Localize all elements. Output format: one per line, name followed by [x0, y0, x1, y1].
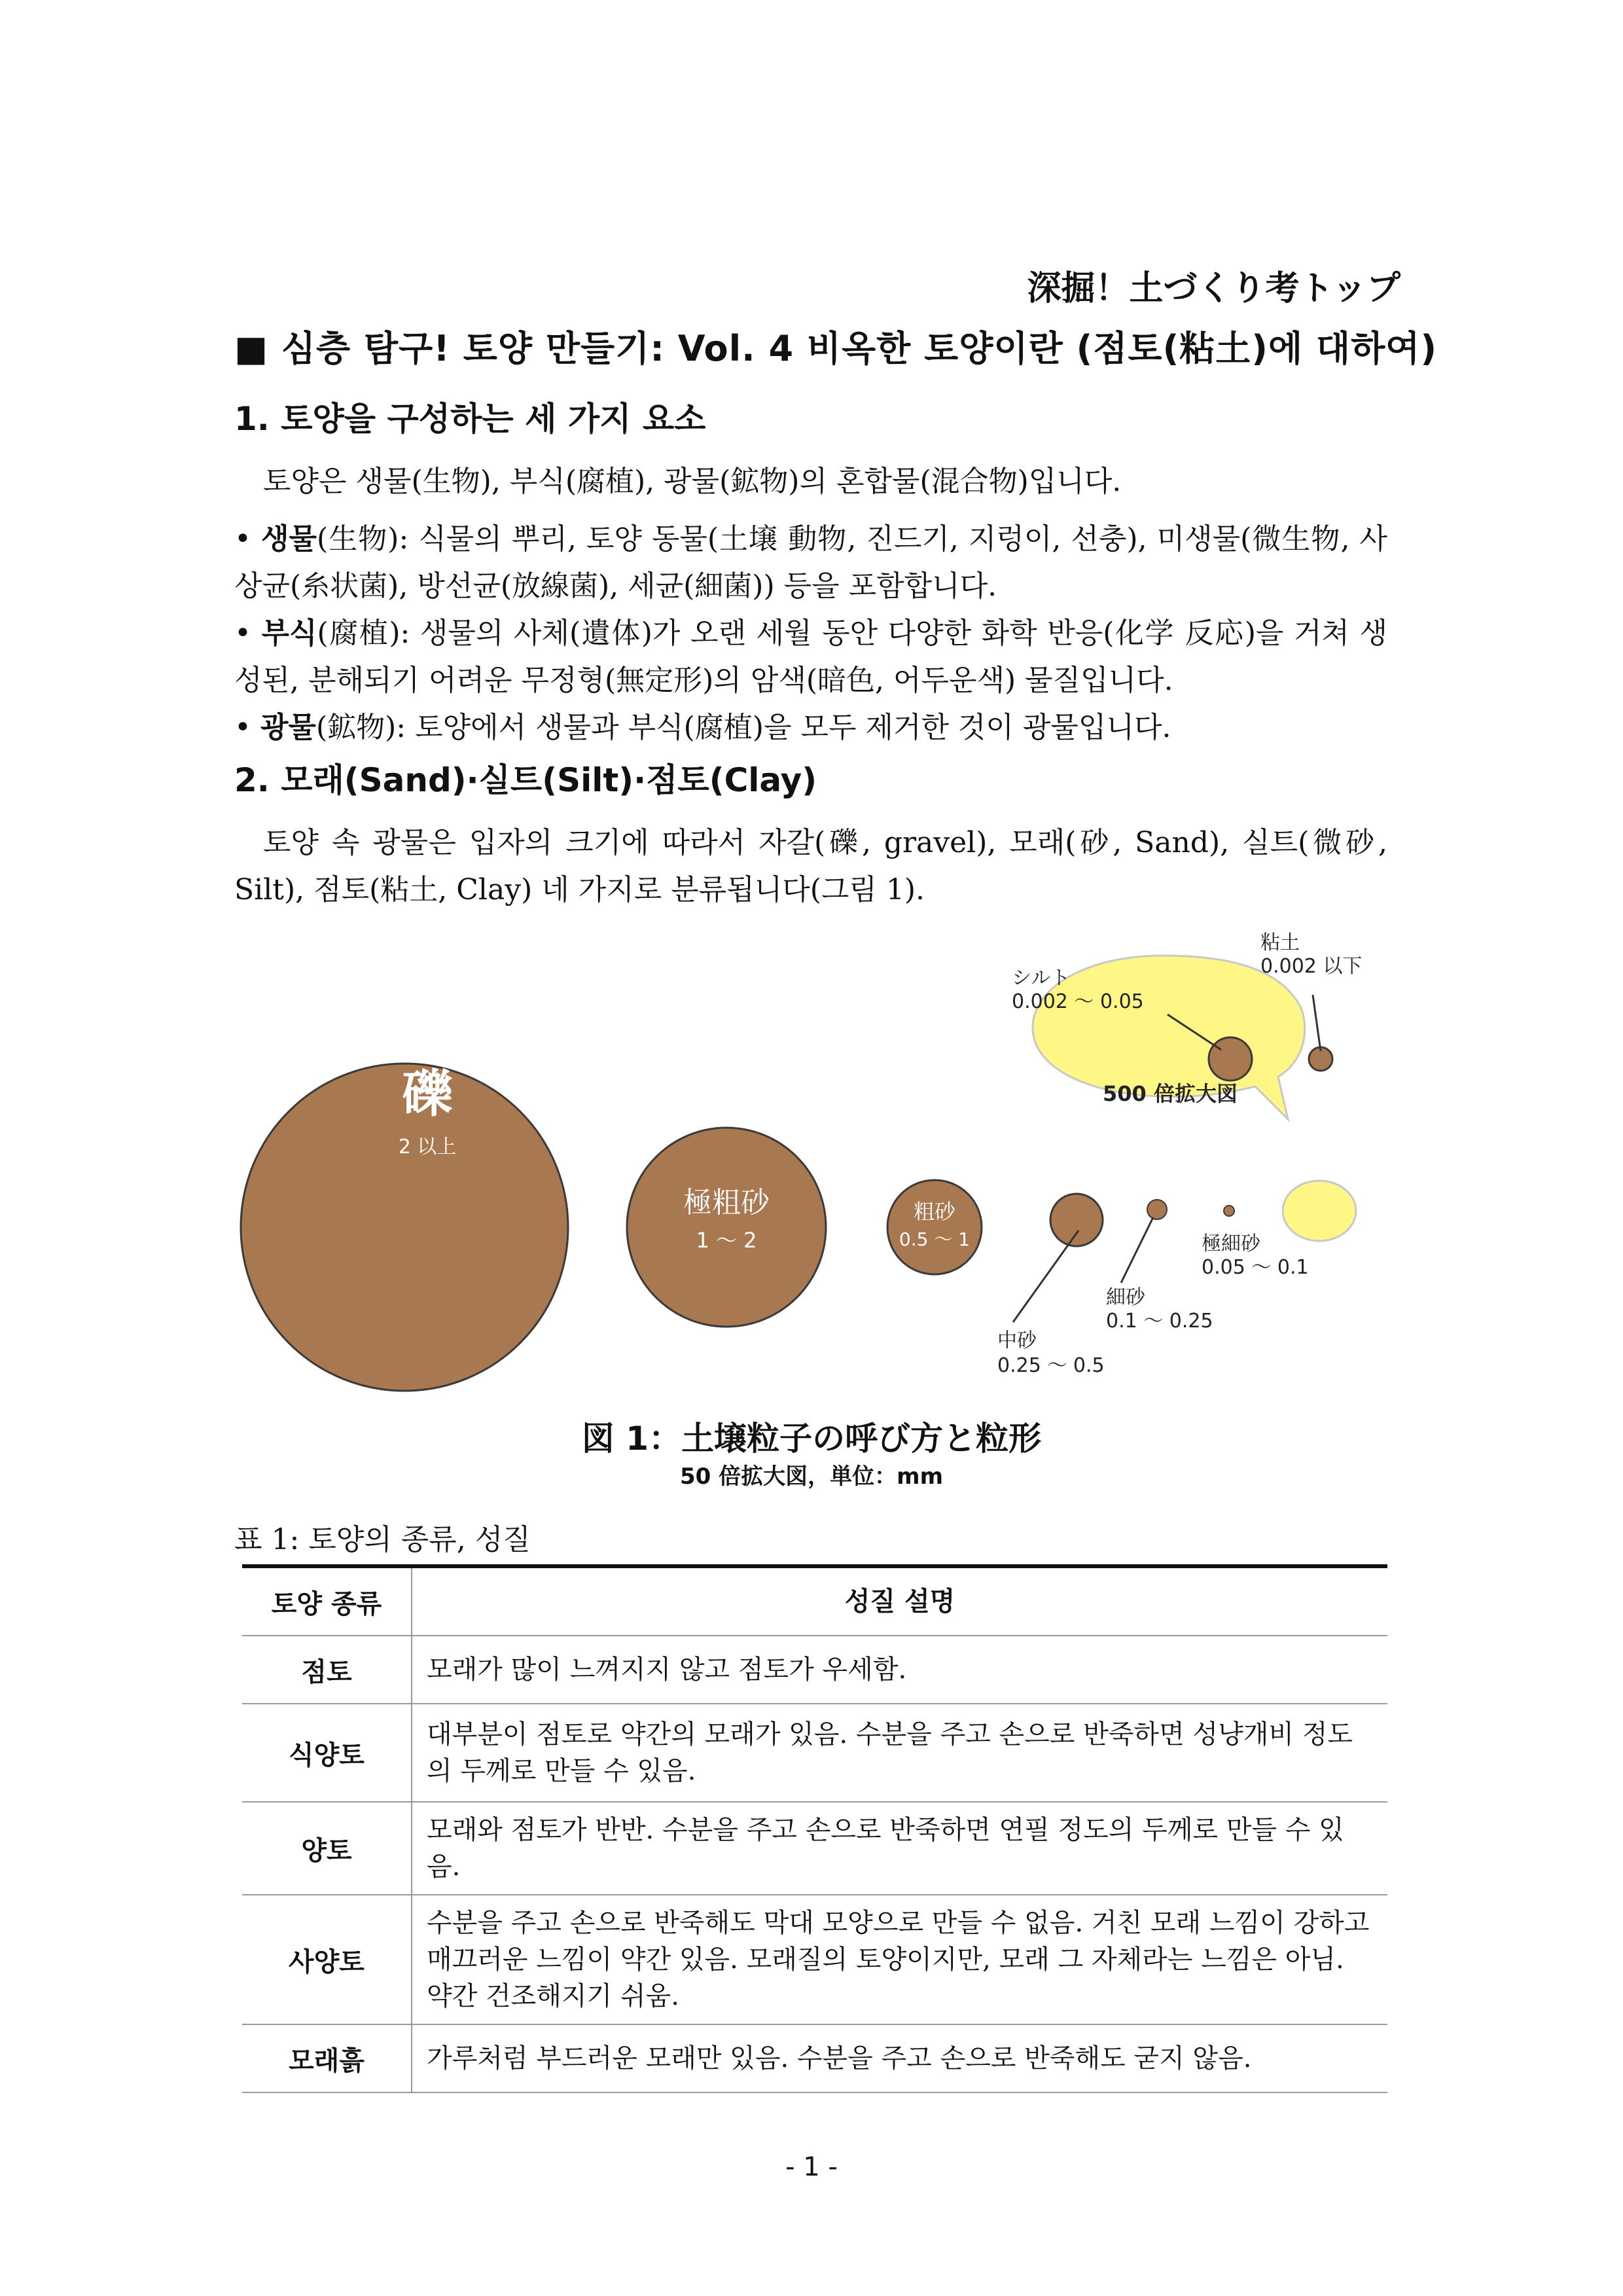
silt-size: 0.002 ～ 0.05	[1012, 990, 1144, 1013]
fine-sand-size: 0.1 ～ 0.25	[1106, 1310, 1213, 1333]
coarse-sand-size: 0.5 ～ 1	[899, 1229, 971, 1250]
bullet-text: (生物): 식물의 뿌리, 토양 동물(土壌 動物, 진드기, 지렁이, 선충), 미생물(微生物, 사상균(糸状菌), 방선균(放線菌), 세균(細菌)) 등을 포함합니다.	[234, 522, 1387, 603]
soil-type-cell: 양토	[242, 1802, 412, 1895]
section2-heading: 2. 모래(Sand)·실트(Silt)·점토(Clay)	[234, 761, 817, 799]
figure-caption: 図 1：土壌粒子の呼び方と粒形	[581, 1420, 1042, 1458]
medium-sand-particle	[1050, 1194, 1103, 1246]
section2-paragraph: 토양 속 광물은 입자의 크기에 따라서 자갈(礫, gravel), 모래(砂, Sand), 실트(微砂, Silt), 점토(粘土, Clay) 네 가지로 분류됩니다(그림 1).	[234, 826, 1387, 906]
silt-label: シルト	[1012, 967, 1071, 990]
table-row	[242, 1895, 1387, 2024]
particle-diagram	[234, 929, 1387, 1414]
gravel-size: 2 以上	[398, 1136, 457, 1158]
bullet-term: 생물	[260, 522, 317, 556]
fine-sand-leader-line	[1121, 1217, 1153, 1283]
table-row	[242, 1636, 1387, 1704]
section1-heading: 1. 토양을 구성하는 세 가지 요소	[234, 400, 706, 438]
callout-tail-bubble	[1283, 1181, 1356, 1241]
gravel-label: 礫	[401, 1065, 454, 1124]
very-coarse-sand-size: 1 ～ 2	[696, 1228, 757, 1253]
soil-type-table	[242, 1564, 1387, 2093]
figure-subcaption: 50 倍拡大図，単位：mm	[679, 1463, 943, 1490]
table-row	[242, 2024, 1387, 2092]
soil-type-cell: 모래흙	[242, 2024, 412, 2092]
table-row	[242, 1704, 1387, 1802]
soil-description-cell: 가루처럼 부드러운 모래만 있음. 수분을 주고 손으로 반죽해도 굳지 않음.	[412, 2024, 1387, 2092]
table-header-row	[242, 1566, 1387, 1636]
clay-label: 粘土	[1260, 931, 1300, 954]
medium-sand-label: 中砂	[997, 1329, 1037, 1352]
column-header-description: 성질 설명	[412, 1566, 1387, 1636]
very-coarse-sand-label: 極粗砂	[683, 1186, 770, 1219]
document-title: ■ 심층 탐구! 토양 만들기: Vol. 4 비옥한 토양이란 (점토(粘土)에 대하여)	[234, 328, 1438, 369]
bullet-list	[234, 516, 1387, 751]
soil-description-cell: 수분을 주고 손으로 반죽해도 막대 모양으로 만들 수 없음. 거친 모래 느낌이 강하고 매끄러운 느낌이 약간 있음. 모래질의 토양이지만, 모래 그 자체라는 느낌은 아님. 약간 건조해지기 쉬움.	[412, 1895, 1387, 2024]
medium-sand-leader-line	[1013, 1230, 1079, 1322]
fine-sand-particle	[1147, 1200, 1167, 1219]
particle-figure	[234, 929, 1387, 1492]
very-fine-sand-particle	[1224, 1206, 1234, 1216]
very-coarse-sand-particle	[627, 1128, 826, 1327]
section1-intro: 토양은 생물(生物), 부식(腐植), 광물(鉱物)의 혼합물(混合物)입니다.	[263, 465, 1122, 498]
brand-title: 深掘！土づくり考トップ	[1027, 269, 1400, 308]
bullet-item-minerals: • 광물(鉱物): 토양에서 생물과 부식(腐植)을 모두 제거한 것이 광물입니다.	[234, 711, 1171, 744]
column-header-type: 토양 종류	[242, 1566, 412, 1636]
soil-type-cell: 점토	[242, 1636, 412, 1704]
bullet-text: (腐植): 생물의 사체(遺体)가 오랜 세월 동안 다양한 화학 반응(化学 反応)을 거쳐 생성된, 분해되기 어려운 무정형(無定形)의 암색(暗色, 어두운색) 물질입니다.	[234, 617, 1387, 697]
soil-type-cell: 식양토	[242, 1704, 412, 1802]
coarse-sand-particle	[887, 1180, 982, 1274]
clay-leader-line	[1313, 995, 1321, 1051]
bullet-term: 광물	[260, 711, 316, 744]
magnify-label: 500 倍拡大図	[1103, 1081, 1238, 1106]
bullet-term: 부식	[261, 617, 317, 650]
clay-size: 0.002 以下	[1260, 955, 1363, 978]
bullet-item-humus: • 부식(腐植): 생물의 사체(遺体)가 오랜 세월 동안 다양한 화학 반응(化学 反応)을 거쳐 생성된, 분해되기 어려운 무정형(無定形)의 암색(暗色, 어두운색) 물질입니다.	[234, 617, 1387, 697]
soil-type-cell: 사양토	[242, 1895, 412, 2024]
table-row	[242, 1802, 1387, 1895]
page-number: - 1 -	[785, 2152, 838, 2182]
bullet-item-organisms: • 생물(生物): 식물의 뿌리, 토양 동물(土壌 動物, 진드기, 지렁이, 선충), 미생물(微生物, 사상균(糸状菌), 방선균(放線菌), 세균(細菌)) 등을 포함합니다.	[234, 522, 1387, 603]
medium-sand-size: 0.25 ～ 0.5	[997, 1354, 1105, 1377]
soil-description-cell: 모래와 점토가 반반. 수분을 주고 손으로 반죽하면 연필 정도의 두께로 만들 수 있음.	[412, 1802, 1387, 1895]
soil-description-cell: 모래가 많이 느껴지지 않고 점토가 우세함.	[412, 1636, 1387, 1704]
coarse-sand-label: 粗砂	[913, 1199, 956, 1224]
very-fine-sand-size: 0.05 ～ 0.1	[1202, 1256, 1309, 1279]
fine-sand-label: 細砂	[1106, 1286, 1145, 1309]
silt-particle	[1209, 1037, 1252, 1081]
bullet-text: (鉱物): 토양에서 생물과 부식(腐植)을 모두 제거한 것이 광물입니다.	[315, 711, 1171, 744]
very-fine-sand-label: 極細砂	[1202, 1232, 1260, 1255]
table-caption: 표 1: 토양의 종류, 성질	[234, 1523, 531, 1556]
soil-description-cell: 대부분이 점토로 약간의 모래가 있음. 수분을 주고 손으로 반죽하면 성냥개비 정도의 두께로 만들 수 있음.	[412, 1704, 1387, 1802]
